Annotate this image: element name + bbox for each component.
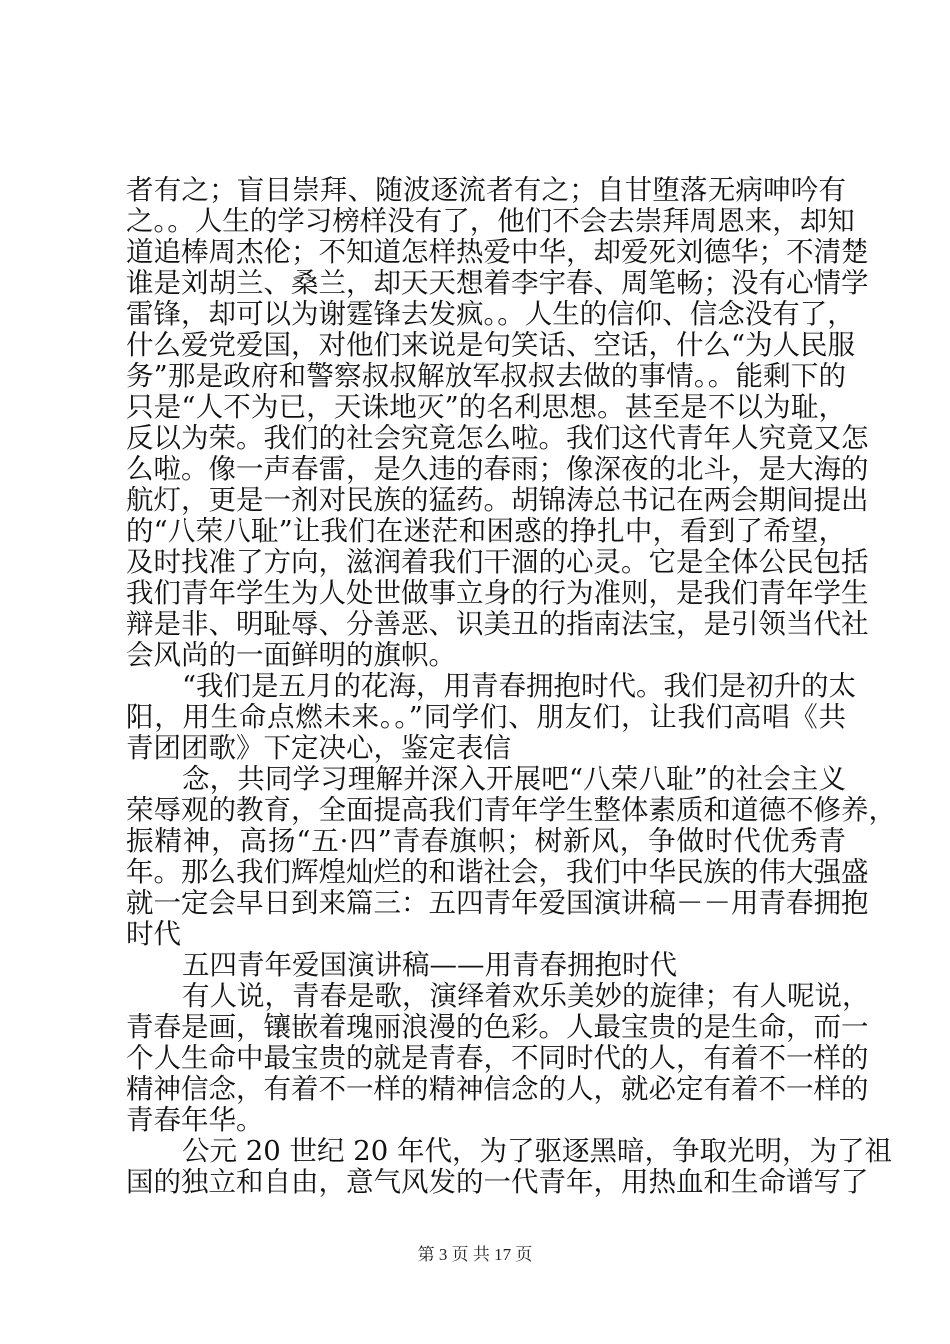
text-line: 务”那是政府和警察叔叔解放军叔叔去做的事情。。能剩下的 [126, 360, 846, 392]
text-line: 有人说，青春是歌，演绎着欢乐美妙的旋律；有人呢说， [182, 980, 870, 1012]
text-line: 念，共同学习理解并深入开展吧“八荣八耻”的社会主义 [182, 763, 846, 795]
text-line: 青春年华。 [126, 1104, 264, 1136]
text-line: 会风尚的一面鲜明的旗帜。 [126, 639, 456, 671]
text-line: 只是“人不为已，天诛地灭”的名利思想。甚至是不以为耻， [126, 391, 846, 423]
text-line: 公元 20 世纪 20 年代，为了驱逐黑暗，争取光明，为了祖 [182, 1135, 892, 1167]
text-line: 荣辱观的教育，全面提高我们青年学生整体素质和道德不修养， [126, 794, 896, 826]
text-line: 道追棒周杰伦；不知道怎样热爱中华，却爱死刘德华；不清楚 [126, 236, 869, 268]
text-line: 么啦。像一声春雷，是久违的春雨；像深夜的北斗，是大海的 [126, 453, 869, 485]
text-line: “我们是五月的花海，用青春拥抱时代。我们是初升的太 [182, 670, 857, 702]
text-line: 航灯，更是一剂对民族的猛药。胡锦涛总书记在两会期间提出 [126, 484, 869, 516]
text-line: 什么爱党爱国，对他们来说是句笑话、空话，什么“为人民服 [126, 329, 856, 361]
text-line: 青春是画，镶嵌着瑰丽浪漫的色彩。人最宝贵的是生命，而一 [126, 1011, 869, 1043]
text-line: 青团团歌》下定决心，鉴定表信 [126, 732, 511, 764]
text-line: 阳，用生命点燃未来。。”同学们、朋友们，让我们高唱《共 [126, 701, 846, 733]
text-line: 及时找准了方向，滋润着我们干涸的心灵。它是全体公民包括 [126, 546, 869, 578]
text-line: 的“八荣八耻”让我们在迷茫和困惑的挣扎中，看到了希望， [126, 515, 846, 547]
text-line: 反以为荣。我们的社会究竟怎么啦。我们这代青年人究竟又怎 [126, 422, 869, 454]
section-heading: 五四青年爱国演讲稿——用青春拥抱时代 [182, 949, 677, 981]
text-line: 就一定会早日到来篇三：五四青年爱国演讲稿－－用青春拥抱 [126, 887, 869, 919]
text-line: 雷锋，却可以为谢霆锋去发疯。。人生的信仰、信念没有了， [126, 298, 855, 330]
text-line: 辩是非、明耻辱、分善恶、识美丑的指南法宝，是引领当代社 [126, 608, 869, 640]
text-line: 个人生命中最宝贵的就是青春，不同时代的人，有着不一样的 [126, 1042, 869, 1074]
text-line: 之。。人生的学习榜样没有了，他们不会去崇拜周恩来，却知 [126, 205, 855, 237]
text-line: 年。那么我们辉煌灿烂的和谐社会，我们中华民族的伟大强盛 [126, 856, 869, 888]
text-line: 精神信念，有着不一样的精神信念的人，就必定有着不一样的 [126, 1073, 869, 1105]
text-line: 谁是刘胡兰、桑兰，却天天想着李宇春、周笔畅；没有心情学 [126, 267, 869, 299]
text-line: 者有之；盲目崇拜、随波逐流者有之；自甘堕落无病呻吟有 [126, 174, 846, 206]
text-line: 我们青年学生为人处世做事立身的行为准则，是我们青年学生 [126, 577, 869, 609]
text-line: 振精神，高扬“五·四”青春旗帜；树新风，争做时代优秀青 [126, 825, 846, 857]
text-line: 国的独立和自由，意气风发的一代青年，用热血和生命谱写了 [126, 1166, 869, 1198]
text-line: 时代 [126, 918, 181, 950]
page-number: 第 3 页 共 17 页 [417, 1245, 533, 1264]
